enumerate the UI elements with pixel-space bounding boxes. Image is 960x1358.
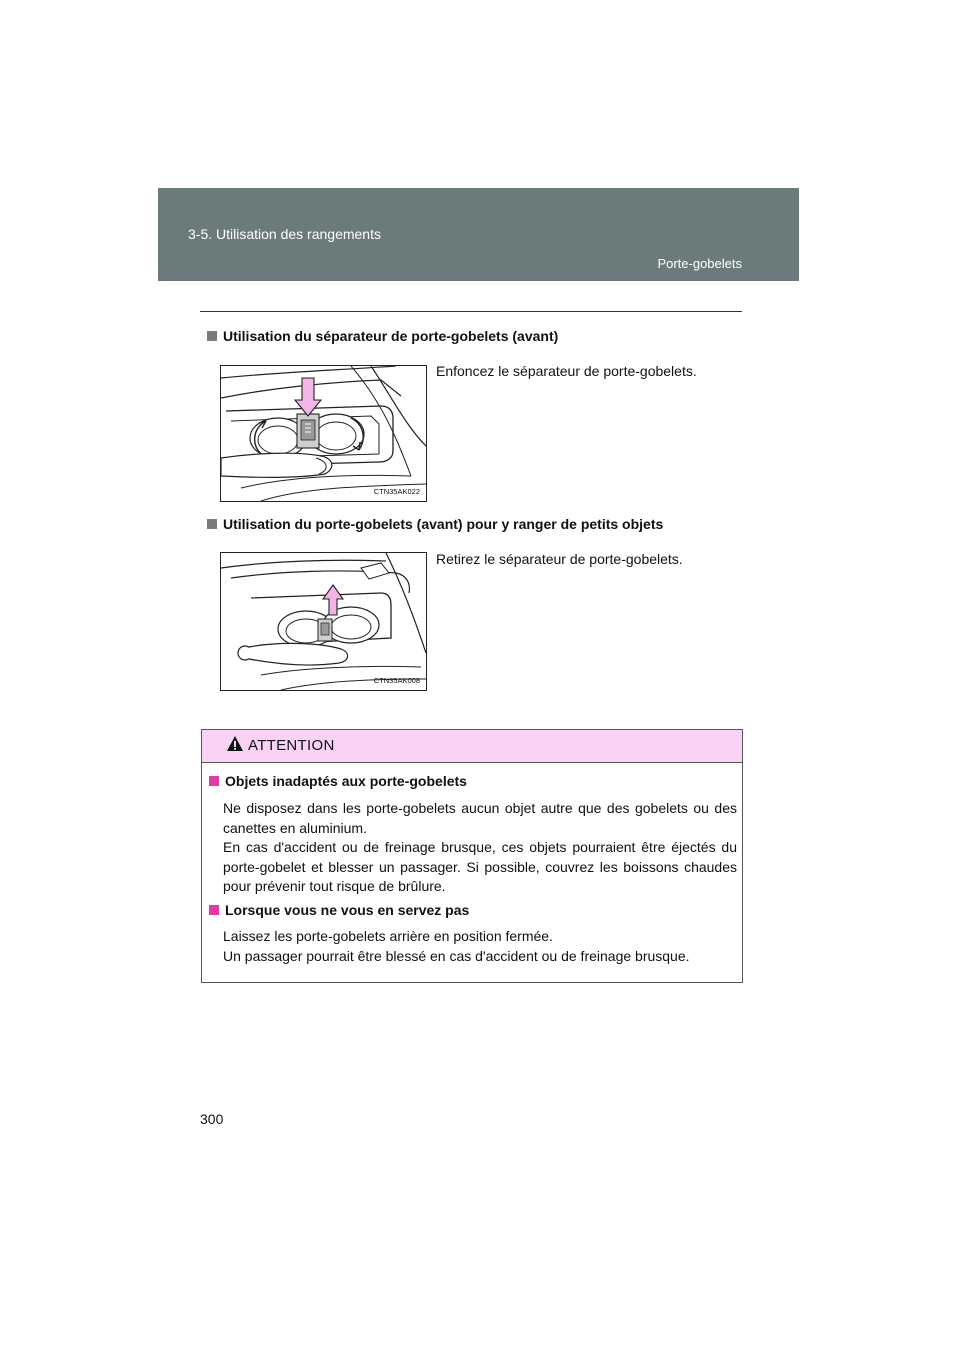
bullet-square-icon xyxy=(207,519,217,529)
instruction-text: Retirez le séparateur de porte-gobelets. xyxy=(436,551,683,567)
attention-label: ATTENTION xyxy=(248,737,335,754)
attention-item-title xyxy=(209,773,467,789)
heading-text: Utilisation du porte-gobelets (avant) pour y ranger de petits objets xyxy=(223,516,664,532)
cupholder-illustration-2 xyxy=(221,553,426,690)
bullet-square-icon xyxy=(209,776,219,786)
figure-code: CTN35AK008 xyxy=(373,676,420,685)
paragraph: Ne disposez dans les porte-gobelets aucun objet autre que des gobelets ou des canettes en aluminium. xyxy=(223,800,737,836)
section-header xyxy=(158,188,799,281)
page-subtitle: Porte-gobelets xyxy=(657,256,742,271)
item-title-text: Objets inadaptés aux porte-gobelets xyxy=(225,773,467,789)
heading-text: Utilisation du séparateur de porte-gobelets (avant) xyxy=(223,328,559,344)
figure-code: CTN35AK022 xyxy=(373,487,420,496)
attention-item-title xyxy=(209,902,469,918)
page-number: 300 xyxy=(200,1111,224,1127)
block-heading-separator xyxy=(207,328,558,344)
item-title-text: Lorsque vous ne vous en servez pas xyxy=(225,902,470,918)
attention-header xyxy=(202,730,742,763)
top-divider xyxy=(200,311,742,312)
figure-separator-remove xyxy=(220,552,427,691)
bullet-square-icon xyxy=(209,905,219,915)
attention-item-body xyxy=(223,799,737,897)
paragraph: Laissez les porte-gobelets arrière en position fermée. xyxy=(223,928,553,944)
warning-triangle-icon xyxy=(226,735,244,752)
attention-item-body xyxy=(223,927,737,966)
cupholder-illustration-1 xyxy=(221,366,426,501)
attention-box xyxy=(201,729,743,983)
block-heading-small-objects xyxy=(207,516,663,532)
instruction-text: Enfoncez le séparateur de porte-gobelets. xyxy=(436,363,697,379)
bullet-square-icon xyxy=(207,331,217,341)
figure-separator-push xyxy=(220,365,427,502)
paragraph: En cas d'accident ou de freinage brusque, ces objets pourraient être éjectés du porte-gobelet et blesser un passager. Si possible, couvrez les boissons chaudes pour prévenir tout risque de brûlure. xyxy=(223,839,737,894)
paragraph: Un passager pourrait être blessé en cas d'accident ou de freinage brusque. xyxy=(223,947,690,964)
section-title: 3-5. Utilisation des rangements xyxy=(188,226,381,242)
